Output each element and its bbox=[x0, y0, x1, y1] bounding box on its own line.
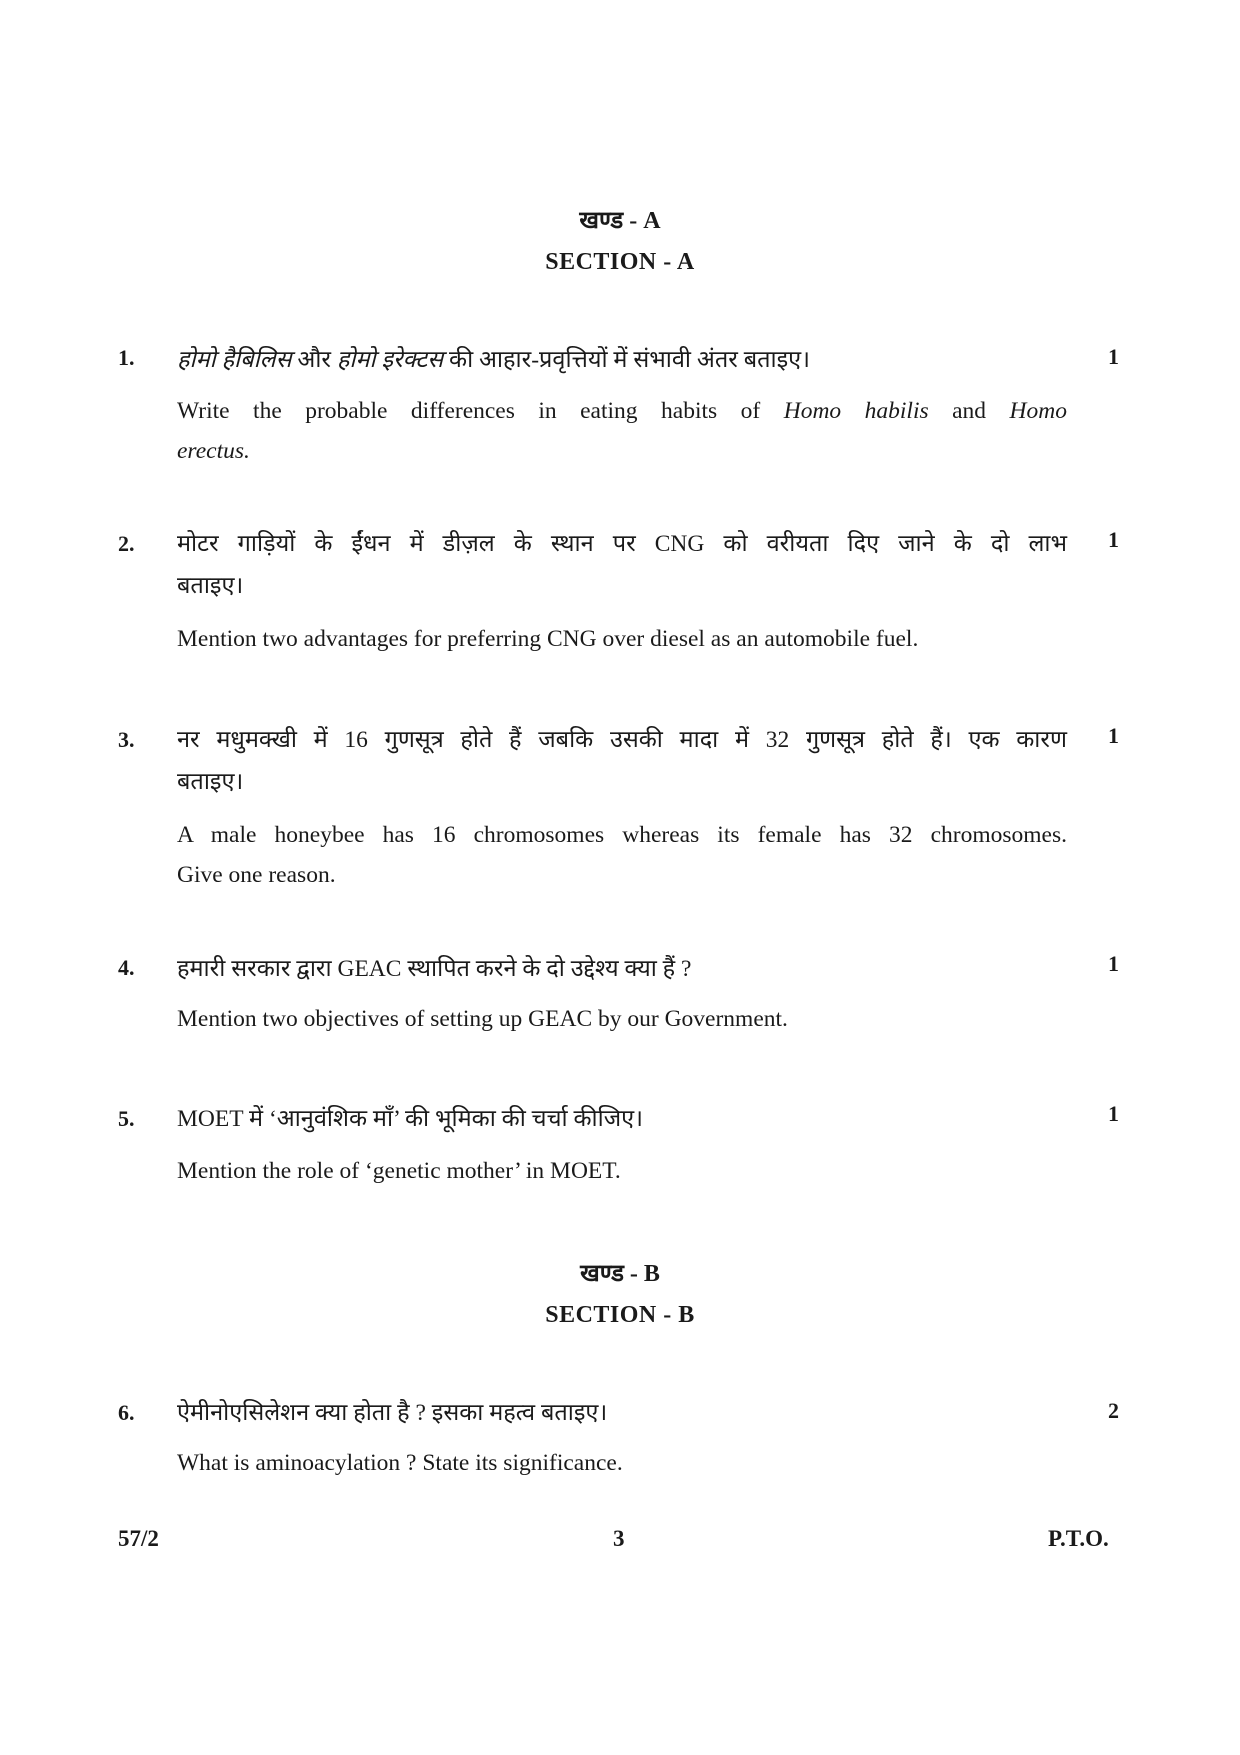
question-number: 2. bbox=[118, 531, 135, 556]
question-number: 5. bbox=[118, 1106, 135, 1131]
text-part: Write the probable differences in eating habits of bbox=[177, 398, 784, 424]
section-a-hindi-heading: खण्ड - A bbox=[579, 208, 661, 234]
section-a-heading: SECTION - A bbox=[545, 249, 695, 275]
question-hindi-text: हमारी सरकार द्वारा GEAC स्थापित करने के दो उद्देश्य क्या हैं ? bbox=[177, 956, 692, 982]
question-english-text: Mention two advantages for preferring CNG over diesel as an automobile fuel. bbox=[177, 626, 919, 652]
paper-code: 57/2 bbox=[118, 1526, 159, 1551]
page-number: 3 bbox=[613, 1526, 625, 1551]
question-marks: 1 bbox=[1108, 951, 1119, 976]
question-marks: 1 bbox=[1108, 527, 1119, 552]
question-marks: 1 bbox=[1108, 723, 1119, 748]
text-part: . bbox=[244, 438, 250, 464]
pto-label: P.T.O. bbox=[1048, 1526, 1109, 1551]
question-english-text: What is aminoacylation ? State its significance. bbox=[177, 1450, 623, 1476]
question-marks: 2 bbox=[1108, 1398, 1119, 1423]
text-part: and bbox=[928, 398, 1010, 424]
question-hindi-text: MOET में ‘आनुवंशिक माँ’ की भूमिका की चर्चा कीजिए। bbox=[177, 1106, 644, 1132]
species-name: Homo habilis bbox=[783, 398, 929, 424]
species-name: होमो इरेक्टस bbox=[336, 347, 444, 373]
question-hindi-text: मोटर गाड़ियों के ईंधन में डीज़ल के स्थान पर CNG को वरीयता दिए जाने के दो लाभ bbox=[177, 531, 1067, 557]
question-hindi-text: ऐमीनोएसिलेशन क्या होता है ? इसका महत्व बताइए। bbox=[177, 1400, 608, 1426]
question-hindi-text: नर मधुमक्खी में 16 गुणसूत्र होते हैं जबकि उसकी मादा में 32 गुणसूत्र होते हैं। एक कारण bbox=[177, 727, 1067, 753]
question-hindi-text-continued: बताइए। bbox=[177, 769, 244, 795]
question-english-text-continued: Give one reason. bbox=[177, 862, 336, 888]
question-number: 4. bbox=[118, 955, 135, 980]
question-english-text-continued bbox=[177, 438, 1067, 465]
question-english-text bbox=[177, 398, 1067, 425]
question-english-text: Mention two objectives of setting up GEAC by our Government. bbox=[177, 1006, 788, 1032]
question-number: 3. bbox=[118, 727, 135, 752]
question-english-text: Mention the role of ‘genetic mother’ in MOET. bbox=[177, 1158, 621, 1184]
section-b-heading: SECTION - B bbox=[545, 1302, 695, 1328]
question-marks: 1 bbox=[1108, 344, 1119, 369]
text-part: और bbox=[291, 347, 337, 373]
question-number: 1. bbox=[118, 345, 135, 370]
species-name: erectus bbox=[177, 438, 244, 464]
question-hindi-text bbox=[177, 342, 1067, 374]
text-part: की आहार-प्रवृत्तियों में संभावी अंतर बताइए। bbox=[443, 347, 811, 373]
question-marks: 1 bbox=[1108, 1101, 1119, 1126]
section-b-hindi-heading: खण्ड - B bbox=[580, 1261, 660, 1287]
question-number: 6. bbox=[118, 1400, 135, 1425]
question-english-text: A male honeybee has 16 chromosomes whereas its female has 32 chromosomes. bbox=[177, 822, 1067, 848]
species-name: होमो हैबिलिस bbox=[177, 347, 292, 373]
species-name: Homo bbox=[1009, 398, 1067, 424]
question-hindi-text-continued: बताइए। bbox=[177, 573, 244, 599]
